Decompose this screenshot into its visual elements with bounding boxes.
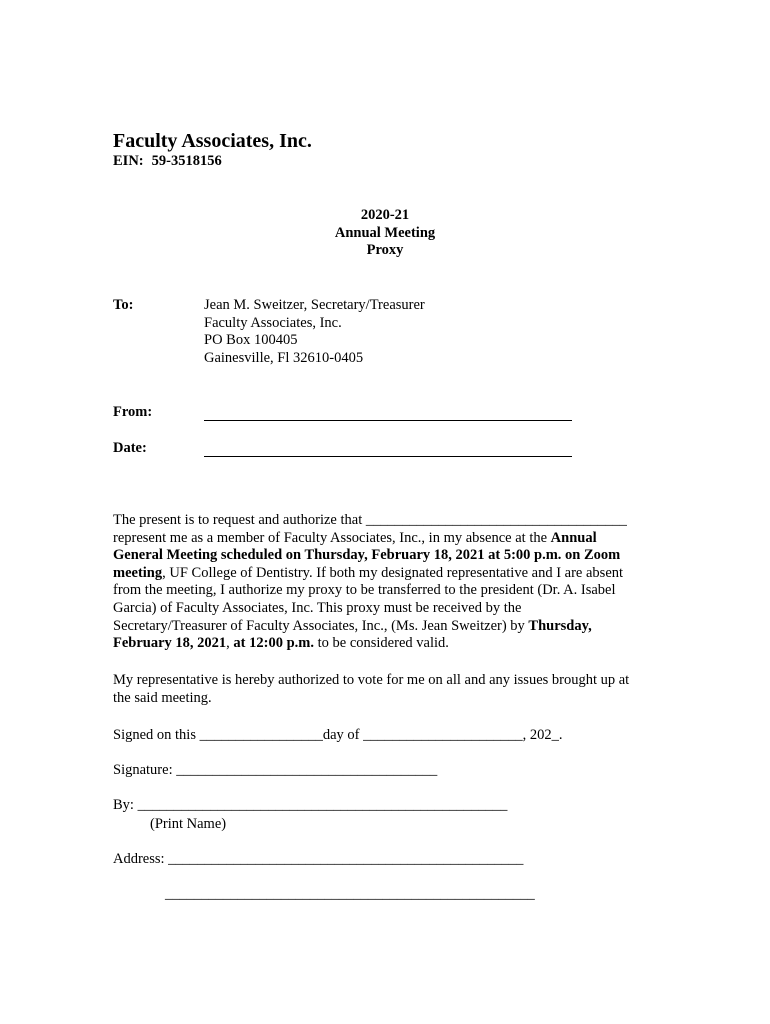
paragraph-line (113, 565, 658, 583)
paragraph-line (113, 635, 658, 653)
ein-line (113, 153, 222, 170)
title-meeting: Annual Meeting (334, 224, 436, 241)
text-run: to be considered valid. (313, 635, 449, 652)
from-field-line[interactable] (204, 404, 572, 421)
text-run: , (226, 635, 234, 652)
address-field[interactable]: Address: _________________________________________________ (113, 851, 524, 867)
bold-run: Thursday, (528, 617, 592, 634)
document-title (285, 207, 485, 260)
text-run: , UF College of Dentistry. If both my designated representative and I are absent (162, 564, 624, 581)
text-run: represent me as a member of Faculty Associates, Inc., in my absence at the (113, 529, 551, 546)
title-year: 2020-21 (360, 207, 410, 223)
paragraph-line: The present is to request and authorize that ____________________________________ (113, 512, 627, 528)
recipient-address (204, 297, 425, 367)
representative-paragraph (113, 672, 658, 707)
to-label: To: (113, 297, 134, 313)
authorization-paragraph (113, 512, 658, 653)
print-name-caption: (Print Name) (150, 816, 227, 832)
bold-run: meeting (113, 564, 163, 581)
signed-on-field[interactable]: Signed on this _________________day of ______________________, 202_. (113, 727, 563, 743)
paragraph-line: My representative is hereby authorized to vote for me on all and any issues brought up at (113, 672, 630, 688)
title-proxy: Proxy (366, 242, 404, 258)
paragraph-line: from the meeting, I authorize my proxy to be transferred to the president (Dr. A. Isabel (113, 582, 616, 599)
recipient-po-box: PO Box 100405 (204, 332, 298, 348)
recipient-name: Jean M. Sweitzer, Secretary/Treasurer (204, 297, 425, 313)
recipient-city: Gainesville, Fl 32610-0405 (204, 349, 364, 366)
paragraph-line (113, 618, 658, 636)
date-label: Date: (113, 440, 147, 456)
ein-label: EIN: (113, 153, 144, 169)
from-label: From: (113, 404, 153, 420)
recipient-company: Faculty Associates, Inc. (204, 314, 342, 331)
paragraph-line: the said meeting. (113, 689, 212, 706)
bold-run: General Meeting scheduled on Thursday, February 18, 2021 at 5:00 p.m. on Zoom (113, 547, 621, 564)
bold-run: at 12:00 p.m. (233, 635, 314, 652)
signature-field[interactable]: Signature: ____________________________________ (113, 762, 438, 778)
date-field-line[interactable] (204, 440, 572, 457)
company-name: Faculty Associates, Inc. (113, 130, 312, 152)
paragraph-line (113, 547, 658, 565)
by-field[interactable]: By: ___________________________________________________ (113, 797, 508, 813)
address-field-line-2[interactable]: ___________________________________________________ (165, 886, 535, 902)
bold-run: February 18, 2021 (113, 635, 227, 652)
paragraph-line: Garcia) of Faculty Associates, Inc. This proxy must be received by the (113, 599, 522, 616)
bold-run: Annual (550, 529, 597, 546)
text-run: Secretary/Treasurer of Faculty Associates, Inc., (Ms. Jean Sweitzer) by (113, 617, 529, 634)
paragraph-line (113, 530, 658, 548)
ein-value: 59-3518156 (151, 153, 222, 169)
